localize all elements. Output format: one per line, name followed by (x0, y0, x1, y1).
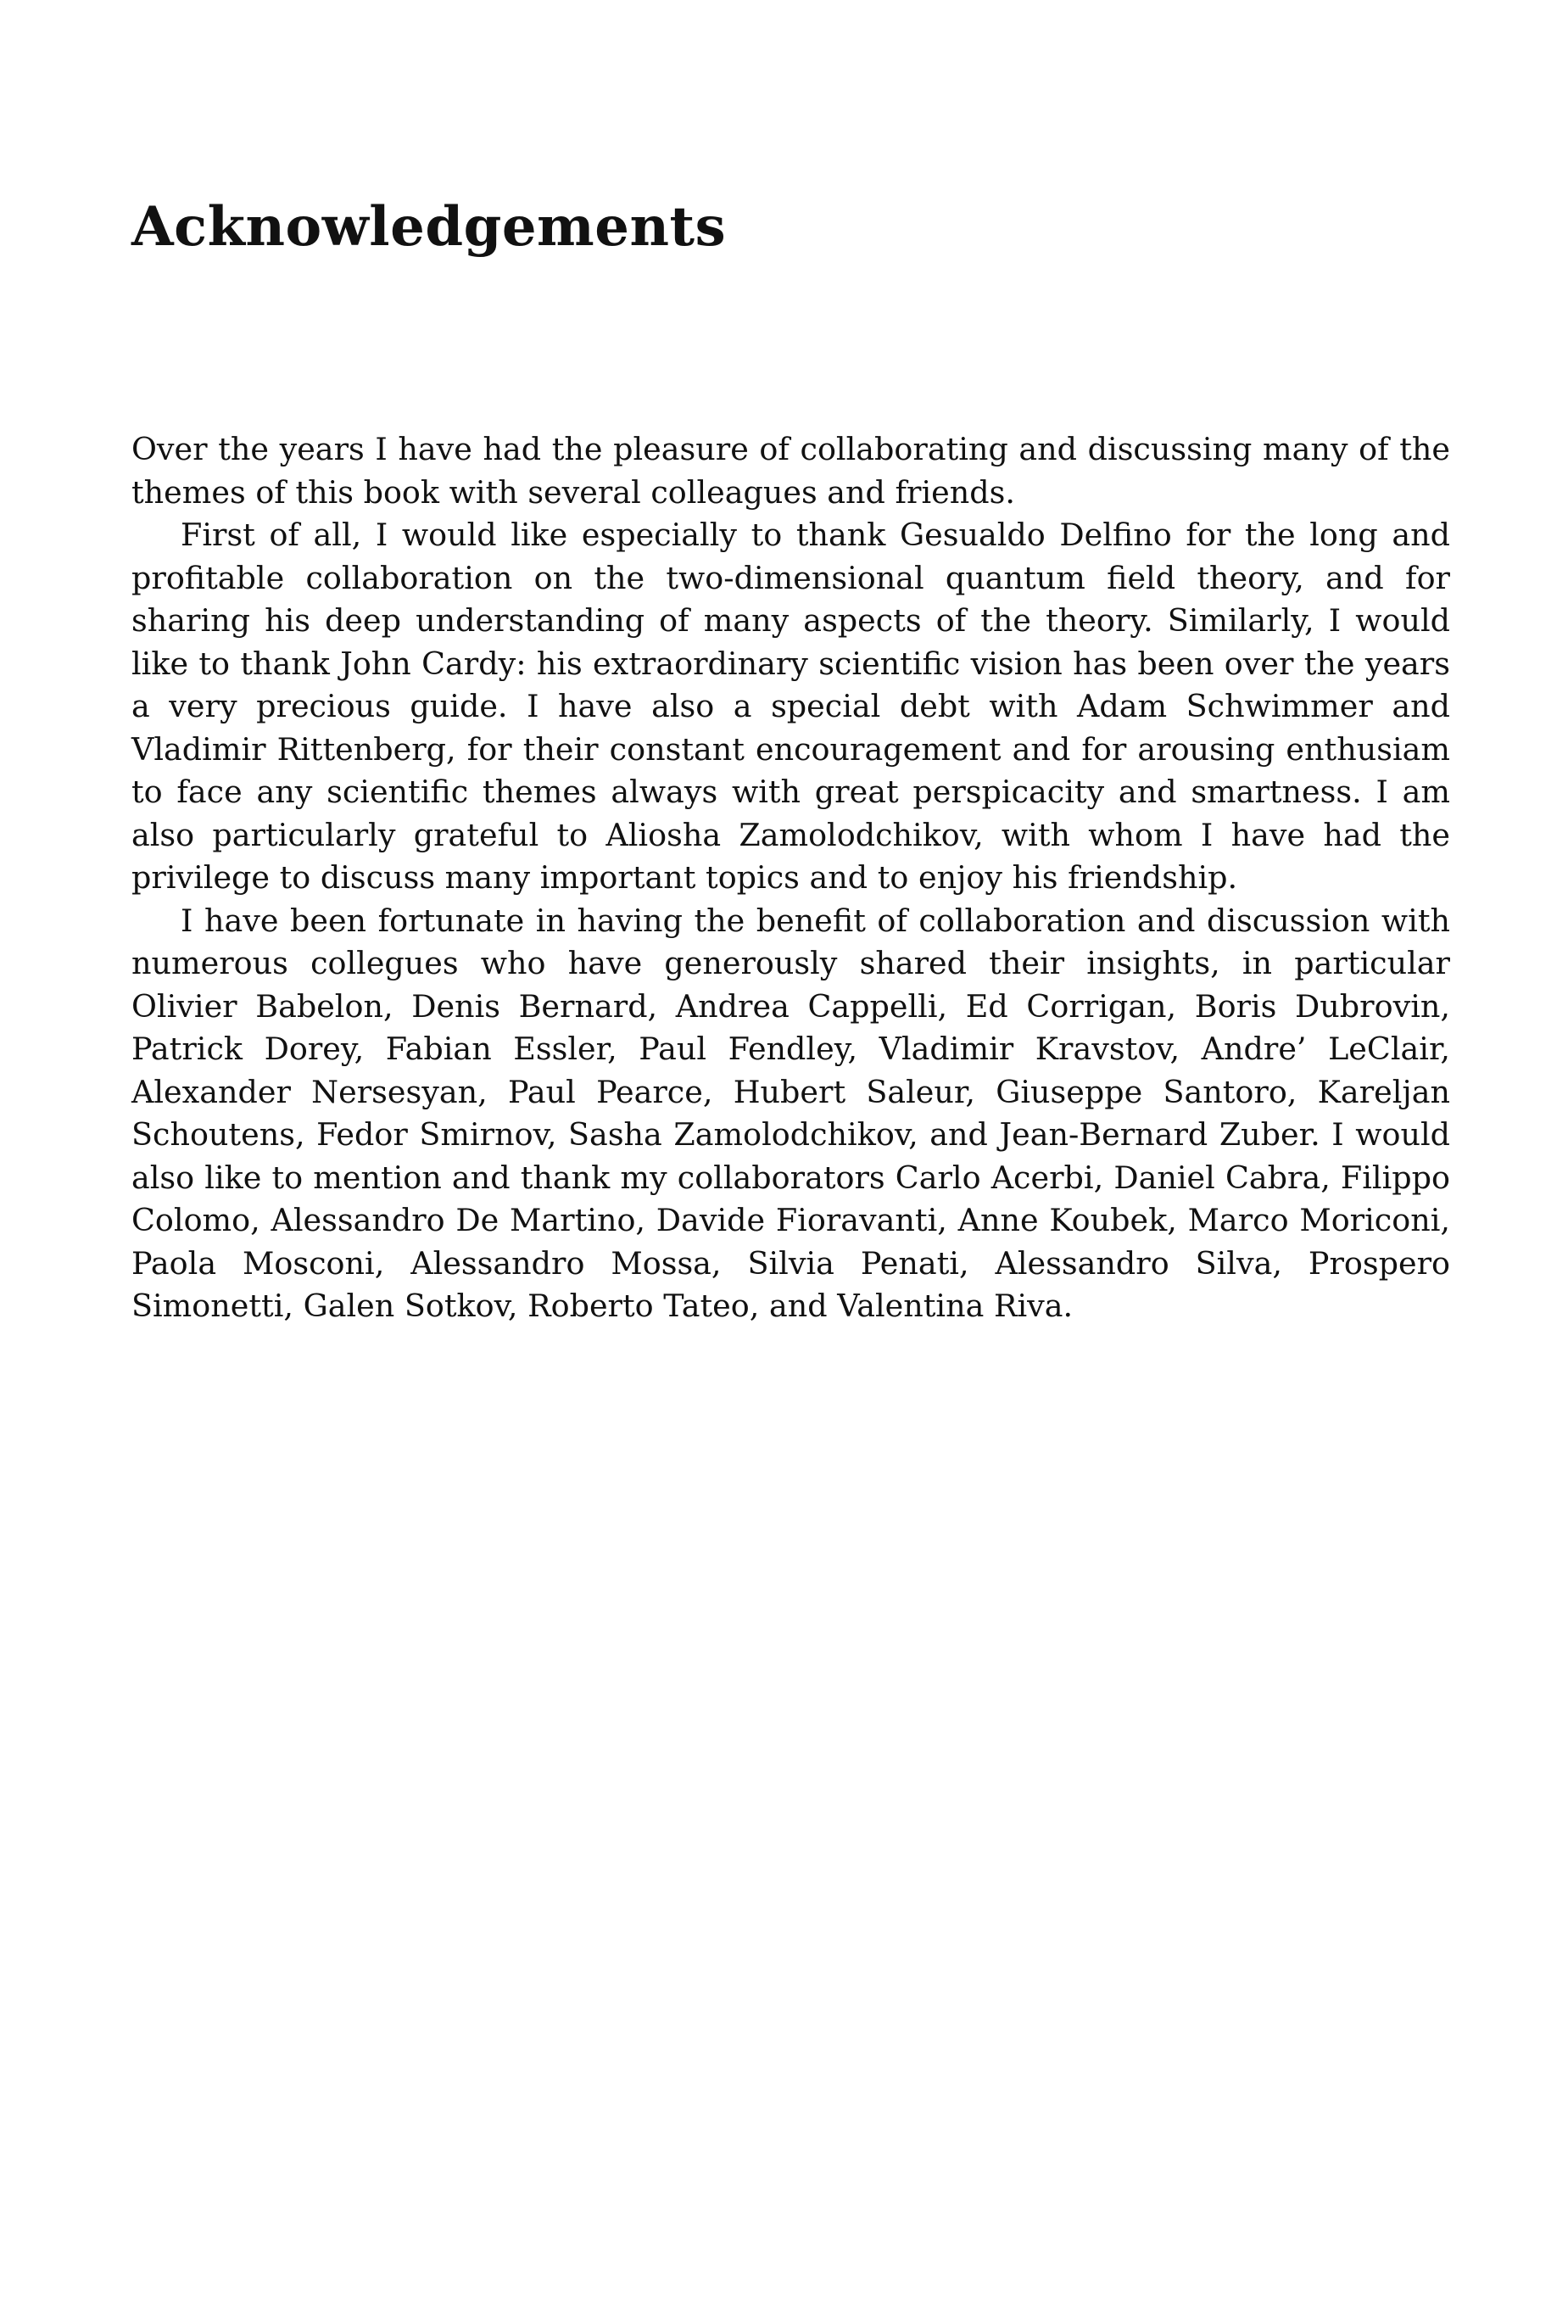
paragraph-special-thanks: First of all, I would like especially to thank Gesualdo Delfino for the long and profitable collaboration on the two-dimensional quantum field theory, and for sharing his deep understanding of many aspects of the theory. Similarly, I would like to thank John Cardy: his extraordinary scientific vision has been over the years a very precious guide. I have also a special debt with Adam Schwimmer and Vladimir Rittenberg, for their constant encouragement and for arousing enthusiam to face any scientific themes always with great perspicacity and smartness. I am also particularly grateful to Aliosha Zamolodchikov, with whom I have had the privilege to discuss many important topics and to enjoy his friendship. (131, 517, 1450, 896)
paragraph-intro: Over the years I have had the pleasure of collaborating and discussing many of the themes of this book with several colleagues and friends. (131, 431, 1450, 511)
paragraph-collaborators: I have been fortunate in having the benefit of collaboration and discussion with numerous collegues who have generously shared their insights, in particular Olivier Babelon, Denis Bernard, Andrea Cappelli, Ed Corrigan, Boris Dubrovin, Patrick Dorey, Fabian Essler, Paul Fendley, Vladimir Kravstov, Andre’ LeClair, Alexander Nersesyan, Paul Pearce, Hubert Saleur, Giuseppe Santoro, Kareljan Schoutens, Fedor Smirnov, Sasha Zamolodchikov, and Jean-Bernard Zuber. I would also like to mention and thank my collaborators Carlo Acerbi, Daniel Cabra, Filippo Colomo, Alessandro De Martino, Davide Fioravanti, Anne Koubek, Marco Moriconi, Paola Mosconi, Alessandro Mossa, Silvia Penati, Alessandro Silva, Prospero Simonetti, Galen Sotkov, Roberto Tateo, and Valentina Riva. (131, 902, 1450, 1324)
chapter-title: Acknowledgements (131, 195, 727, 259)
acknowledgements-body (131, 428, 1450, 1328)
